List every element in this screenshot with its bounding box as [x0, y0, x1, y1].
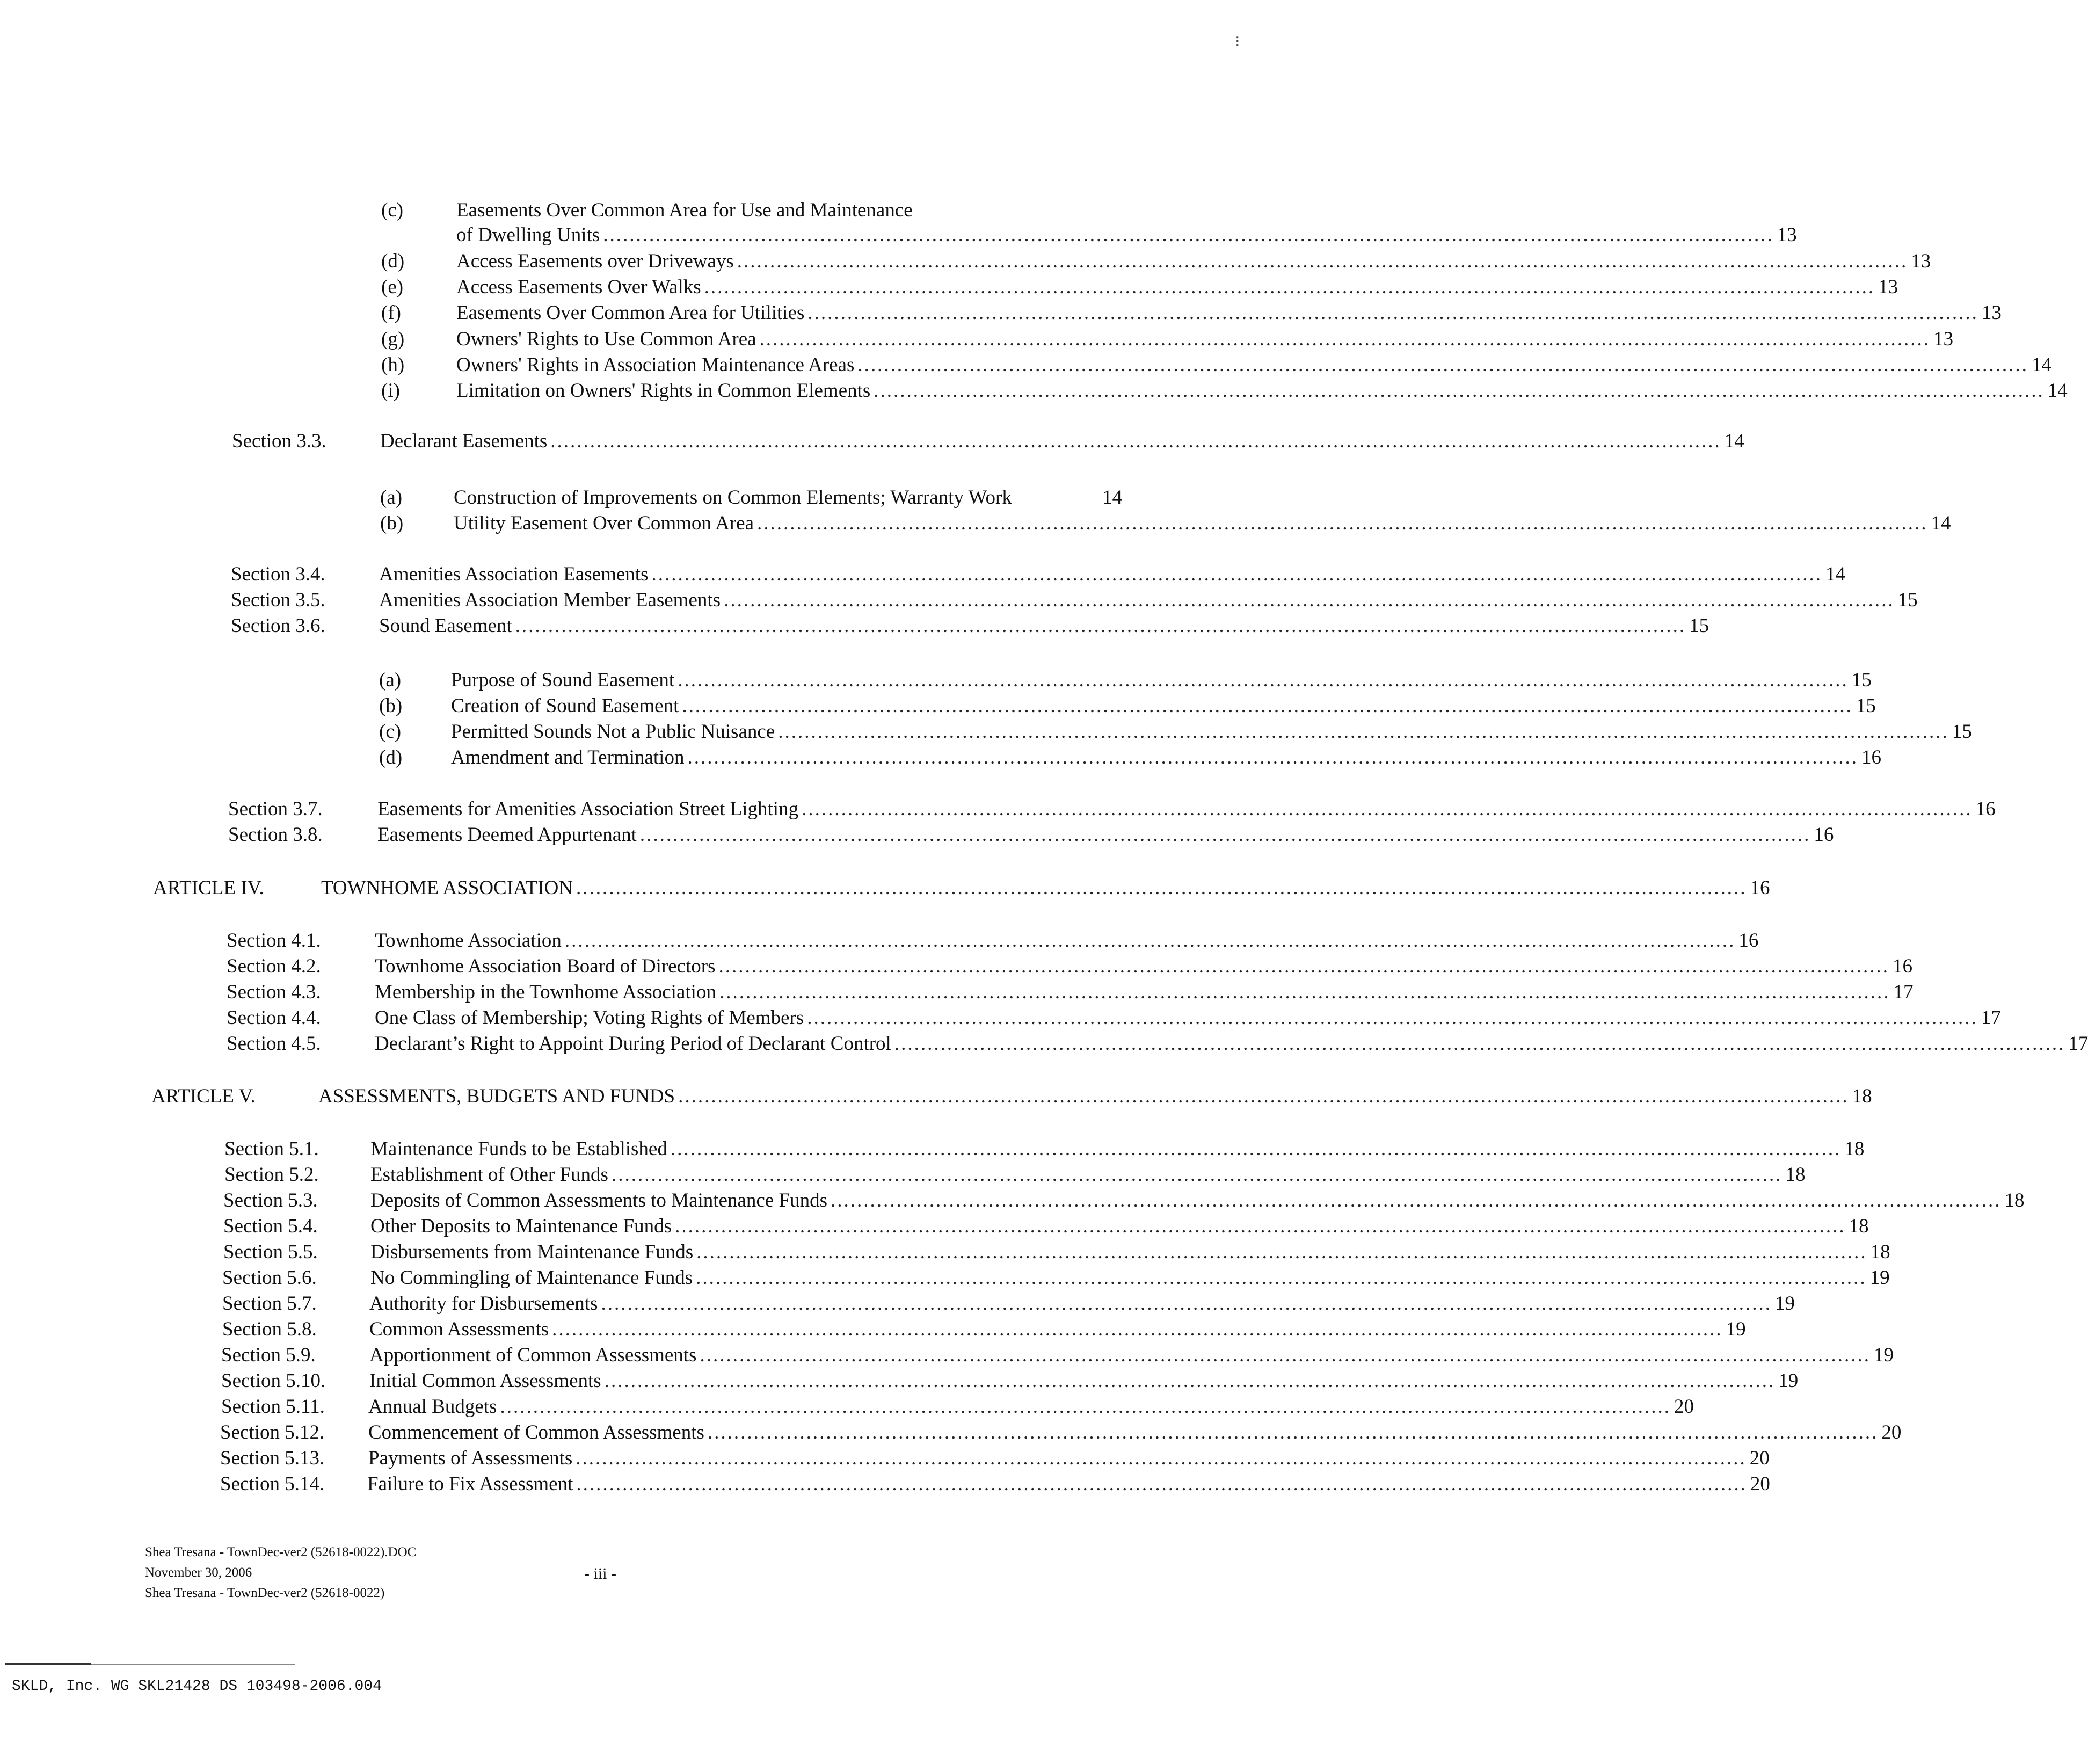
toc-entry-title: Deposits of Common Assessments to Maintenance Funds: [370, 1189, 827, 1211]
toc-entry-number: (b): [379, 695, 403, 717]
toc-entry-page: 17: [1893, 981, 1914, 1003]
toc-entry-page: 18: [1870, 1241, 1890, 1263]
toc-entry-title: Owners' Rights in Association Maintenance Areas: [456, 354, 855, 376]
toc-entry-title: Construction of Improvements on Common Elements; Warranty Work: [454, 487, 1012, 509]
toc-entry-number: (g): [381, 328, 405, 350]
dot-leader: ..................................................................................................................................................................................: [894, 1033, 2065, 1055]
dot-leader: ..................................................................................................................................................................................: [700, 1344, 1871, 1366]
toc-entry-title: Amenities Association Easements: [379, 563, 649, 585]
toc-entry-page: 20: [1674, 1396, 1694, 1418]
toc-entry-page: 14: [1931, 512, 1951, 534]
toc-entry-title: One Class of Membership; Voting Rights of Members: [375, 1007, 804, 1029]
dot-leader: ..................................................................................................................................................................................: [707, 1421, 1879, 1443]
toc-entry-page: 16: [1975, 798, 1996, 820]
toc-entry-title: Common Assessments: [369, 1318, 549, 1340]
dot-leader: ..................................................................................................................................................................................: [576, 877, 1747, 899]
dot-leader: ..................................................................................................................................................................................: [564, 930, 1736, 952]
dot-leader: ..................................................................................................................................................................................: [857, 354, 2028, 376]
toc-entry-page: 16: [1893, 955, 1913, 977]
page-number: - iii -: [584, 1565, 616, 1582]
toc-entry-title: Disbursements from Maintenance Funds: [370, 1241, 694, 1263]
toc-entry-title: Commencement of Common Assessments: [368, 1421, 704, 1443]
toc-entry-title: Initial Common Assessments: [369, 1370, 601, 1392]
toc-entry-number: Section 5.6.: [222, 1267, 317, 1289]
toc-entry-number: Section 5.9.: [221, 1344, 316, 1366]
dot-leader: ..................................................................................................................................................................................: [604, 1370, 1776, 1392]
dot-leader: ..................................................................................................................................................................................: [759, 328, 1931, 350]
dot-leader: ..................................................................................................................................................................................: [603, 224, 1774, 246]
toc-entry-page: 14: [1724, 430, 1744, 452]
toc-entry-page: 15: [1689, 615, 1709, 637]
toc-entry-page: 18: [2004, 1189, 2025, 1211]
toc-entry-page: 13: [1911, 250, 1931, 272]
toc-entry-page: 18: [1844, 1138, 1865, 1160]
footer-date: November 30, 2006: [145, 1565, 252, 1580]
toc-entry-title: ASSESSMENTS, BUDGETS AND FUNDS: [318, 1085, 675, 1107]
toc-entry-number: Section 3.7.: [228, 798, 323, 820]
toc-entry-page: 13: [1981, 302, 2002, 324]
scan-smudge: [5, 1663, 91, 1665]
toc-entry-page: 18: [1785, 1164, 1806, 1186]
toc-entry-number: Section 5.3.: [223, 1189, 318, 1211]
toc-entry-page: 19: [1873, 1344, 1894, 1366]
toc-entry-number: Section 5.2.: [224, 1164, 319, 1186]
toc-entry-title: Membership in the Townhome Association: [375, 981, 716, 1003]
footer-filename-short: Shea Tresana - TownDec-ver2 (52618-0022): [145, 1586, 385, 1600]
toc-entry-title: Creation of Sound Easement: [451, 695, 679, 717]
dot-leader: ..................................................................................................................................................................................: [576, 1447, 1747, 1469]
toc-entry-number: Section 4.5.: [227, 1033, 321, 1055]
dot-leader: ..................................................................................................................................................................................: [704, 276, 1875, 298]
toc-entry-title: Amendment and Termination: [451, 746, 685, 768]
toc-entry-title: Easements Over Common Area for Use and Maintenance: [456, 199, 913, 221]
toc-entry-page: 20: [1750, 1473, 1770, 1495]
toc-entry-page: 13: [1777, 224, 1797, 246]
toc-entry-title: Purpose of Sound Easement: [451, 669, 675, 691]
toc-entry-number: Section 4.4.: [227, 1007, 321, 1029]
toc-entry-title: Townhome Association Board of Directors: [375, 955, 716, 977]
dot-leader: ..................................................................................................................................................................................: [830, 1189, 2002, 1211]
toc-entry-title: Easements Deemed Appurtenant: [377, 824, 637, 846]
dot-leader: ..................................................................................................................................................................................: [802, 798, 1973, 820]
toc-entry-page: 18: [1849, 1215, 1869, 1237]
dot-leader: ..................................................................................................................................................................................: [687, 746, 1858, 768]
toc-entry-title: Apportionment of Common Assessments: [369, 1344, 697, 1366]
toc-entry-page: 16: [1738, 930, 1759, 952]
toc-entry-page: 14: [1102, 487, 1122, 509]
dot-leader: ..................................................................................................................................................................................: [675, 1215, 1846, 1237]
toc-entry-number: (e): [381, 276, 404, 298]
toc-entry-title: Establishment of Other Funds: [370, 1164, 608, 1186]
toc-entry-page: 15: [1851, 669, 1872, 691]
dot-leader: ..................................................................................................................................................................................: [696, 1241, 1867, 1263]
toc-entry-number: Section 3.4.: [231, 563, 325, 585]
toc-entry-page: 15: [1856, 695, 1876, 717]
dot-leader: ..................................................................................................................................................................................: [718, 955, 1890, 977]
toc-entry-number: (h): [381, 354, 405, 376]
toc-entry-page: 14: [1825, 563, 1845, 585]
toc-entry-number: (c): [381, 199, 404, 221]
toc-entry-number: Section 5.4.: [223, 1215, 318, 1237]
toc-entry-title: Authority for Disbursements: [369, 1293, 598, 1315]
toc-entry-page: 17: [1981, 1007, 2001, 1029]
dot-leader: ..................................................................................................................................................................................: [874, 380, 2045, 402]
toc-entry-title: Owners' Rights to Use Common Area: [456, 328, 756, 350]
scan-mark: ⁝: [1235, 33, 1240, 50]
dot-leader: ..................................................................................................................................................................................: [678, 669, 1849, 691]
toc-entry-title: No Commingling of Maintenance Funds: [370, 1267, 693, 1289]
dot-leader: ..................................................................................................................................................................................: [576, 1473, 1747, 1495]
toc-entry-number: (d): [379, 746, 403, 768]
toc-entry-number: (c): [379, 721, 402, 743]
toc-entry-page: 16: [1814, 824, 1834, 846]
toc-entry-number: Section 4.3.: [227, 981, 321, 1003]
toc-entry-title: Failure to Fix Assessment: [367, 1473, 573, 1495]
toc-entry-number: Section 5.1.: [224, 1138, 319, 1160]
toc-entry-number: Section 5.7.: [222, 1293, 317, 1315]
toc-entry-number: (a): [379, 669, 402, 691]
toc-entry-number: Section 3.6.: [231, 615, 325, 637]
toc-entry-title: Declarant’s Right to Appoint During Period of Declarant Control: [375, 1033, 891, 1055]
toc-entry-number: Section 3.5.: [231, 589, 325, 611]
toc-entry-number: Section 5.12.: [220, 1421, 325, 1443]
dot-leader: ..................................................................................................................................................................................: [601, 1293, 1772, 1315]
toc-entry-title: Other Deposits to Maintenance Funds: [370, 1215, 672, 1237]
dot-leader: ..................................................................................................................................................................................: [757, 512, 1928, 534]
toc-entry-title: Easements for Amenities Association Street Lighting: [377, 798, 799, 820]
dot-leader: ..................................................................................................................................................................................: [500, 1396, 1671, 1418]
toc-entry-page: 19: [1778, 1370, 1799, 1392]
toc-entry-title: Access Easements over Driveways: [456, 250, 734, 272]
toc-entry-title: TOWNHOME ASSOCIATION: [321, 877, 573, 899]
toc-entry-page: 19: [1774, 1293, 1795, 1315]
toc-entry-page: 18: [1852, 1085, 1872, 1107]
toc-entry-title: Payments of Assessments: [368, 1447, 573, 1469]
toc-entry-number: Section 5.11.: [221, 1396, 325, 1418]
toc-entry-page: 14: [2031, 354, 2051, 376]
toc-entry-title: Maintenance Funds to be Established: [370, 1138, 667, 1160]
toc-entry-number: Section 4.2.: [227, 955, 321, 977]
toc-entry-number: (a): [380, 487, 403, 509]
toc-entry-title: Townhome Association: [375, 930, 562, 952]
dot-leader: ..................................................................................................................................................................................: [651, 563, 1822, 585]
toc-entry-page: 15: [1952, 721, 1972, 743]
dot-leader: ..................................................................................................................................................................................: [737, 250, 1908, 272]
toc-entry-number: Section 5.5.: [223, 1241, 318, 1263]
dot-leader: ..................................................................................................................................................................................: [678, 1085, 1849, 1107]
toc-entry-number: (b): [380, 512, 404, 534]
toc-entry-number: ARTICLE V.: [151, 1085, 256, 1107]
dot-leader: ..................................................................................................................................................................................: [550, 430, 1721, 452]
toc-entry-page: 20: [1749, 1447, 1770, 1469]
dot-leader: ..................................................................................................................................................................................: [696, 1267, 1867, 1289]
footer-filename: Shea Tresana - TownDec-ver2 (52618-0022).DOC: [145, 1545, 417, 1559]
toc-entry-page: 14: [2047, 380, 2068, 402]
toc-entry-page: 15: [1897, 589, 1918, 611]
toc-entry-title: Limitation on Owners' Rights in Common Elements: [456, 380, 871, 402]
toc-entry-title: Easements Over Common Area for Utilities: [456, 302, 805, 324]
toc-entry-number: ARTICLE IV.: [153, 877, 264, 899]
dot-leader: ..................................................................................................................................................................................: [807, 302, 1978, 324]
toc-entry-page: 19: [1869, 1267, 1890, 1289]
toc-entry-page: 13: [1878, 276, 1898, 298]
toc-entry-title: Declarant Easements: [380, 430, 548, 452]
toc-entry-continuation: of Dwelling Units: [456, 224, 600, 246]
bates-stamp: SKLD, Inc. WG SKL21428 DS 103498-2006.004: [12, 1678, 382, 1695]
toc-entry-number: (i): [381, 380, 400, 402]
toc-entry-number: (d): [381, 250, 405, 272]
toc-entry-title: Annual Budgets: [368, 1396, 497, 1418]
dot-leader: ..................................................................................................................................................................................: [552, 1318, 1723, 1340]
toc-entry-number: (f): [381, 302, 401, 324]
toc-entry-number: Section 5.10.: [221, 1370, 326, 1392]
toc-entry-number: Section 5.13.: [220, 1447, 325, 1469]
dot-leader: ..................................................................................................................................................................................: [670, 1138, 1842, 1160]
dot-leader: ..................................................................................................................................................................................: [682, 695, 1853, 717]
toc-entry-title: Utility Easement Over Common Area: [454, 512, 754, 534]
toc-entry-title: Amenities Association Member Easements: [379, 589, 721, 611]
toc-entry-page: 16: [1861, 746, 1881, 768]
toc-entry-page: 16: [1750, 877, 1770, 899]
toc-entry-title: Sound Easement: [379, 615, 512, 637]
toc-entry-page: 19: [1726, 1318, 1746, 1340]
scan-smudge: [91, 1664, 295, 1665]
dot-leader: ..................................................................................................................................................................................: [611, 1164, 1783, 1186]
toc-entry-number: Section 5.14.: [220, 1473, 325, 1495]
toc-entry-number: Section 5.8.: [222, 1318, 317, 1340]
dot-leader: ..................................................................................................................................................................................: [515, 615, 1686, 637]
toc-entry-page: 20: [1881, 1421, 1902, 1443]
toc-entry-page: 17: [2068, 1033, 2088, 1055]
dot-leader: ..................................................................................................................................................................................: [639, 824, 1811, 846]
toc-entry-number: Section 3.8.: [228, 824, 323, 846]
toc-entry: [0, 199, 1797, 252]
toc-entry-title: Permitted Sounds Not a Public Nuisance: [451, 721, 775, 743]
dot-leader: ..................................................................................................................................................................................: [724, 589, 1895, 611]
toc-entry-page: 13: [1933, 328, 1954, 350]
dot-leader: ..................................................................................................................................................................................: [778, 721, 1949, 743]
toc-entry-number: Section 4.1.: [227, 930, 321, 952]
dot-leader: ..................................................................................................................................................................................: [807, 1007, 1978, 1029]
toc-entry-title: Access Easements Over Walks: [456, 276, 701, 298]
toc-entry-number: Section 3.3.: [232, 430, 326, 452]
dot-leader: ..................................................................................................................................................................................: [719, 981, 1890, 1003]
